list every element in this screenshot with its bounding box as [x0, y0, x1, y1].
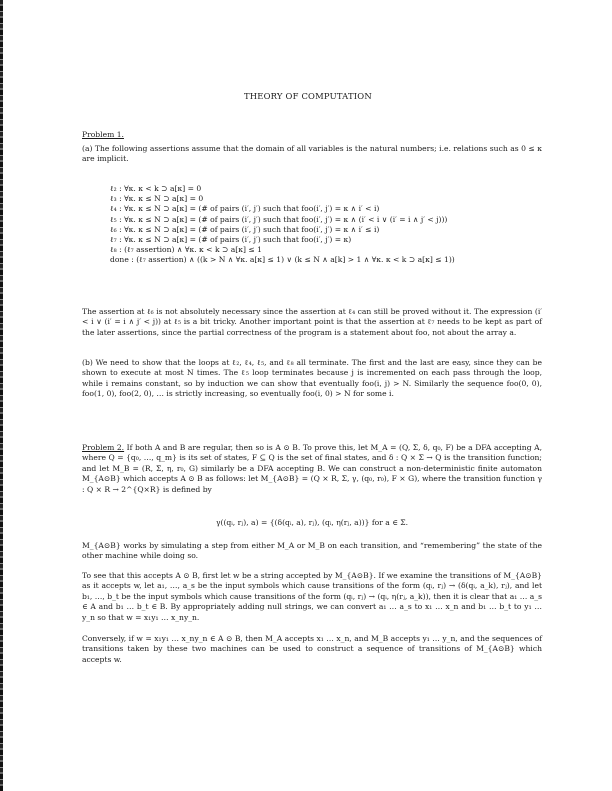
- transition-function-equation: γ((qᵢ, rⱼ), a) = {(δ(qᵢ, a), rⱼ), (qᵢ, η(rⱼ, a))} for a ∈ Σ.: [215, 518, 409, 527]
- problem1-part-a-note: The assertion at ℓ₆ is not absolutely necessary since the assertion at ℓ₄ can still be proved without it. The expression (i′ < i ∨ (i′ = i ∧ j′ < j)) at ℓ₅ is a bit tricky. Another important point is that the assertion at ℓ₇ needs to be kept as part of the later assertions, since the partial correctness of the program is a statement about foo, not about the array a.: [82, 307, 542, 337]
- assertion-list: [110, 184, 455, 266]
- assertion-l8: ℓ₈ : (ℓ₇ assertion) ∧ ∀κ. κ < k ⊃ a[κ] ≤ 1: [110, 245, 262, 255]
- problem2-proof-paragraph: To see that this accepts A ⊙ B, first let w be a string accepted by M_{A⊙B}. If we examine the transitions of M_{A⊙B} as it accepts w, let a₁, …, a_s be the input symbols which cause transitions of the form (qᵢ, rⱼ) → (δ(qᵢ, a_k), rⱼ), and let b₁, …, b_t be the input symbols which cause transitions of the form (qᵢ, rⱼ) → (qᵢ, η(rⱼ, a_k)), then it is clear that a₁ … a_s ∈ A and b₁ … b_t ∈ B. By appropriately adding null strings, we can convert a₁ … a_s to x₁ … x_n and b₁ … b_t to y₁ … y_n so that w = x₁y₁ … x_ny_n.: [82, 571, 542, 622]
- scan-edge-artifact: [0, 0, 3, 791]
- problem2-converse-paragraph: Conversely, if w = x₁y₁ … x_ny_n ∈ A ⊙ B, then M_A accepts x₁ … x_n, and M_B accepts y₁ … y_n, and the sequences of transitions taken by these two machines can be used to construct a sequence of transitions of M_{A⊙B} which accepts w.: [82, 634, 542, 664]
- assertion-l3: ℓ₃ : ∀κ. κ ≤ N ⊃ a[κ] = 0: [110, 194, 204, 204]
- assertion-l4: ℓ₄ : ∀κ. κ ≤ N ⊃ a[κ] = (# of pairs (i′, j′) such that foo(i′, j′) = κ ∧ i′ < i): [110, 204, 380, 214]
- document-title: THEORY OF COMPUTATION: [244, 91, 372, 101]
- problem1-part-b: (b) We need to show that the loops at ℓ₂, ℓ₄, ℓ₅, and ℓ₈ all terminate. The first and the last are easy, since they can be shown to execute at most N times. The ℓ₅ loop terminates because j is incremented on each pass through the loop, while i remains constant, so by induction we can show that eventually foo(i, j) > N. Similarly the sequence foo(0, 0), foo(1, 0), foo(2, 0), … is strictly increasing, so eventually foo(i, 0) > N for some i.: [82, 358, 542, 399]
- assertion-l2: ℓ₂ : ∀κ. κ < k ⊃ a[κ] = 0: [110, 184, 202, 193]
- problem1-part-a-intro: (a) The following assertions assume that the domain of all variables is the natural numbers; i.e. relations such as 0 ≤ κ are implicit.: [82, 144, 542, 164]
- problem2-intro: If both A and B are regular, then so is A ⊙ B. To prove this, let M_A = (Q, Σ, δ, q₀, F) be a DFA accepting A, where Q = {q₀, …, q_m} is its set of states, F ⊆ Q is the set of final states, and δ : Q × Σ → Q is the transition function; and let M_B = (R, Σ, η, r₀, G) similarly be a DFA accepting B. We can construct a non-deterministic finite automaton M_{A⊙B} which accepts A ⊙ B as follows: let M_{A⊙B} = (Q × R, Σ, γ, (q₀, r₀), F × G), where the transition function γ : Q × R → 2^{Q×R} is defined by: [82, 443, 542, 494]
- assertion-done: done : (ℓ₇ assertion) ∧ ((k > N ∧ ∀κ. a[κ] ≤ 1) ∨ (k ≤ N ∧ a[k] > 1 ∧ ∀κ. κ < k ⊃ a[κ] ≤ 1)): [110, 255, 455, 265]
- assertion-l5: ℓ₅ : ∀κ. κ ≤ N ⊃ a[κ] = (# of pairs (i′, j′) such that foo(i′, j′) = κ ∧ (i′ < i ∨ (i′ = i ∧ j′ < j))): [110, 214, 448, 224]
- problem2-works-paragraph: M_{A⊙B} works by simulating a step from either M_A or M_B on each transition, and “remembering” the state of the other machine while doing so.: [82, 541, 542, 561]
- problem2-heading: Problem 2.: [82, 443, 125, 452]
- assertion-l7: ℓ₇ : ∀κ. κ ≤ N ⊃ a[κ] = (# of pairs (i′, j′) such that foo(i′, j′) = κ): [110, 234, 352, 244]
- assertion-l6: ℓ₆ : ∀κ. κ ≤ N ⊃ a[κ] = (# of pairs (i′, j′) such that foo(i′, j′) = κ ∧ i′ ≤ i): [110, 224, 380, 234]
- problem2-intro-paragraph: [82, 443, 542, 495]
- problem1-heading: Problem 1.: [82, 130, 124, 139]
